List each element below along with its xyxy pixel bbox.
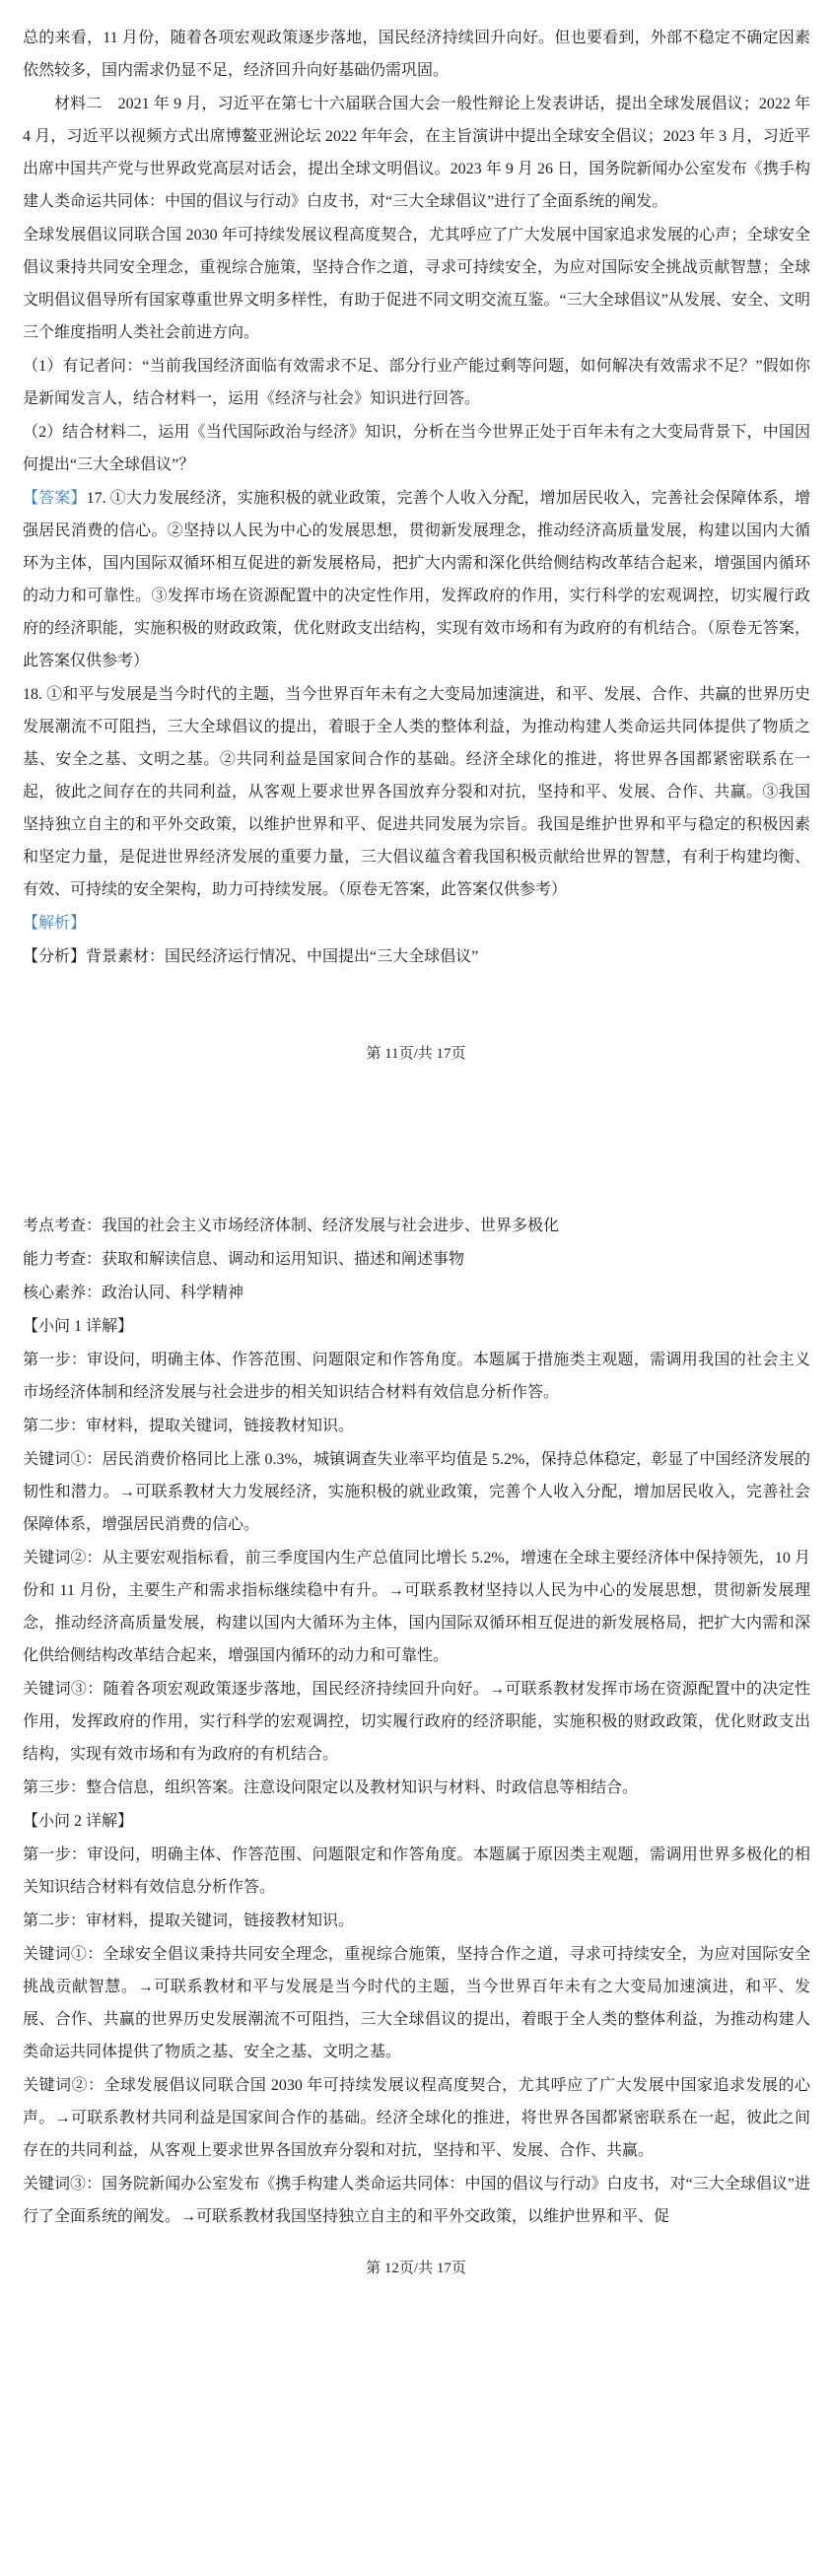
- paragraph-text: 第三步：整合信息，组织答案。注意设问限定以及教材知识与材料、时政信息等相结合。: [23, 1779, 639, 1796]
- q2-keyword-1: [23, 1938, 810, 2068]
- q2-keyword-2: [23, 2069, 810, 2167]
- paragraph-text: 第二步：审材料，提取关键词，链接教材知识。: [23, 1913, 355, 1929]
- page-11-content: [0, 0, 832, 973]
- paragraph-text: 全球发展倡议同联合国 2030 年可持续发展议程高度契合，尤其呼应了广大发展中国家追求发展的心声；全球安全倡议秉持共同安全理念，重视综合施策，坚持合作之道，寻求可持续安全，为应对国际安全挑战贡献智慧；全球文明倡议倡导所有国家尊重世界文明多样性，有助于促进不同文明交流互鉴。“三大全球倡议”从发展、安全、文明三个维度指明人类社会前进方向。: [23, 227, 810, 341]
- analysis-background: [23, 940, 810, 973]
- paragraph-text: 总的来看，11 月份，随着各项宏观政策逐步落地，国民经济持续回升向好。但也要看到，外部不稳定不确定因素依然较多，国内需求仍显不足，经济回升向好基础仍需巩固。: [23, 30, 810, 79]
- paragraph-text: 17. ①大力发展经济，实施积极的就业政策，完善个人收入分配，增加居民收入，完善社会保障体系，增强居民消费的信心。②坚持以人民为中心的发展思想，贯彻新发展理念，推动经济高质量发展，构建以国内大循环为主体，国内国际双循环相互促进的新发展格局，把扩大内需和深化供给侧结构改革结合起来，增强国内循环的动力和可靠性。③发挥市场在资源配置中的决定性作用，发挥政府的作用，实行科学的宏观调控，切实履行政府的经济职能，实施积极的财政政策，优化财政支出结构，实现有效市场和有为政府的有机结合。（原卷无答案，此答案仅供参考）: [23, 490, 810, 669]
- paragraph-text: 关键词③：随着各项宏观政策逐步落地，国民经济持续回升向好。→可联系教材发挥市场在资源配置中的决定性作用，发挥政府的作用，实行科学的宏观调控，切实履行政府的经济职能，实施积极的财政政策，优化财政支出结构，实现有效市场和有为政府的有机结合。: [23, 1681, 810, 1763]
- paragraph-text: 18. ①和平与发展是当今时代的主题，当今世界百年未有之大变局加速演进，和平、发展、合作、共赢的世界历史发展潮流不可阻挡，三大全球倡议的提出，着眼于全人类的整体利益，为推动构建人类命运共同体提供了物质之基、安全之基、文明之基。②共同利益是国家间合作的基础。经济全球化的推进，将世界各国都紧密联系在一起，彼此之间存在的共同利益，从客观上要求世界各国放弃分裂和对抗，坚持和平、发展、合作、共赢。③我国坚持独立自主的和平外交政策，以维护世界和平、促进共同发展为宗旨。我国是维护世界和平与稳定的积极因素和坚定力量，是促进世界经济发展的重要力量，三大倡议蕴含着我国积极贡献给世界的智慧，有利于构建均衡、有效、可持续的安全架构，助力可持续发展。（原卷无答案，此答案仅供参考）: [23, 686, 810, 898]
- analysis-header: [23, 907, 810, 940]
- material-two-detail: [23, 219, 810, 349]
- sub-question-1-header: [23, 1310, 810, 1343]
- question-1: [23, 350, 810, 415]
- paragraph-text: 关键词②：从主要宏观指标看，前三季度国内生产总值同比增长 5.2%，增速在全球主要经济体中保持领先，10 月份和 11 月份，主要生产和需求指标继续稳中有升。→可联系教材坚持以人民为中心的发展思想，贯彻新发展理念，推动经济高质量发展，构建以国内大循环为主体，国内国际双循环相互促进的新发展格局，把扩大内需和深化供给侧结构改革结合起来，增强国内循环的动力和可靠性。: [23, 1550, 810, 1664]
- core-literacy: [23, 1277, 810, 1309]
- q1-step-3: [23, 1772, 810, 1804]
- page-number-label: 第 11页/共 17页: [366, 1046, 466, 1062]
- paragraph-text: 第二步：审材料，提取关键词，链接教材知识。: [23, 1418, 355, 1434]
- paragraph-text: 能力考查：获取和解读信息、调动和运用知识、描述和阐述事物: [23, 1251, 465, 1268]
- q1-step-1: [23, 1344, 810, 1409]
- q2-keyword-3: [23, 2168, 810, 2233]
- q1-step-2: [23, 1410, 810, 1442]
- ability-points: [23, 1243, 810, 1276]
- paragraph-text: 关键词②：全球发展倡议同联合国 2030 年可持续发展议程高度契合，尤其呼应了广大发展中国家追求发展的心声。→可联系教材共同利益是国家间合作的基础。经济全球化的推进，将世界各国都紧密联系在一起，彼此之间存在的共同利益，从客观上要求世界各国放弃分裂和对抗，坚持和平、发展、合作、共赢。: [23, 2077, 810, 2159]
- paragraph-text: 【小问 2 详解】: [23, 1813, 134, 1830]
- page-11-footer: [0, 1044, 832, 1064]
- q1-keyword-1: [23, 1443, 810, 1541]
- q2-step-1: [23, 1839, 810, 1904]
- q1-keyword-3: [23, 1673, 810, 1771]
- question-2: [23, 416, 810, 481]
- page-number-label: 第 12页/共 17页: [366, 2261, 466, 2276]
- q1-keyword-2: [23, 1542, 810, 1672]
- paragraph-text: 关键词①：全球安全倡议秉持共同安全理念，重视综合施策，坚持合作之道，寻求可持续安全，为应对国际安全挑战贡献智慧。→可联系教材和平与发展是当今时代的主题，当今世界百年未有之大变局加速演进，和平、发展、合作、共赢的世界历史发展潮流不可阻挡，三大全球倡议的提出，着眼于全人类的整体利益，为推动构建人类命运共同体提供了物质之基、安全之基、文明之基。: [23, 1946, 810, 2060]
- paragraph-text: 关键词①：居民消费价格同比上涨 0.3%，城镇调查失业率平均值是 5.2%，保持总体稳定，彰显了中国经济发展的韧性和潜力。→可联系教材大力发展经济，实施积极的就业政策，完善个人收入分配，增加居民收入，完善社会保障体系，增强居民消费的信心。: [23, 1451, 810, 1533]
- blue-bracket-label: 【解析】: [23, 915, 87, 932]
- paragraph-text: 核心素养：政治认同、科学精神: [23, 1285, 244, 1301]
- blue-bracket-label: 【答案】: [23, 490, 87, 507]
- material-one-conclusion: [23, 22, 810, 87]
- paragraph-text: 关键词③：国务院新闻办公室发布《携手构建人类命运共同体：中国的倡议与行动》白皮书，对“三大全球倡议”进行了全面系统的阐发。→可联系教材我国坚持独立自主的和平外交政策，以维护世界和平、促: [23, 2176, 810, 2225]
- page-12-footer: [0, 2259, 832, 2296]
- page-12-content: [0, 1064, 832, 2233]
- paragraph-text: 第一步：审设问，明确主体、作答范围、问题限定和作答角度。本题属于措施类主观题，需调用我国的社会主义市场经济体制和经济发展与社会进步的相关知识结合材料有效信息分析作答。: [23, 1352, 810, 1401]
- answer-18: [23, 678, 810, 906]
- paragraph-text: 材料二 2021 年 9 月，习近平在第七十六届联合国大会一般性辩论上发表讲话，提出全球发展倡议；2022 年 4 月，习近平以视频方式出席博鳌亚洲论坛 2022 年年会，在主旨演讲中提出全球安全倡议；2023 年 3 月，习近平出席中国共产党与世界政党高层对话会，提出全球文明倡议。2023 年 9 月 26 日，国务院新闻办公室发布《携手构建人类命运共同体：中国的倡议与行动》白皮书，对“三大全球倡议”进行了全面系统的阐发。: [23, 96, 810, 210]
- material-two: [23, 88, 810, 218]
- answer-17: [23, 482, 810, 677]
- paragraph-text: （1）有记者问：“当前我国经济面临有效需求不足、部分行业产能过剩等问题，如何解决有效需求不足？”假如你是新闻发言人，结合材料一，运用《经济与社会》知识进行回答。: [23, 358, 810, 407]
- paragraph-text: 【小问 1 详解】: [23, 1318, 134, 1335]
- paragraph-text: （2）结合材料二，运用《当代国际政治与经济》知识，分析在当今世界正处于百年未有之大变局背景下，中国因何提出“三大全球倡议”？: [23, 424, 810, 473]
- paragraph-text: 第一步：审设问，明确主体、作答范围、问题限定和作答角度。本题属于原因类主观题，需调用世界多极化的相关知识结合材料有效信息分析作答。: [23, 1846, 810, 1896]
- paragraph-text: 【分析】背景素材：国民经济运行情况、中国提出“三大全球倡议”: [23, 948, 479, 965]
- exam-points: [23, 1210, 810, 1242]
- paragraph-text: 考点考查：我国的社会主义市场经济体制、经济发展与社会进步、世界多极化: [23, 1218, 560, 1234]
- sub-question-2-header: [23, 1805, 810, 1838]
- q2-step-2: [23, 1905, 810, 1937]
